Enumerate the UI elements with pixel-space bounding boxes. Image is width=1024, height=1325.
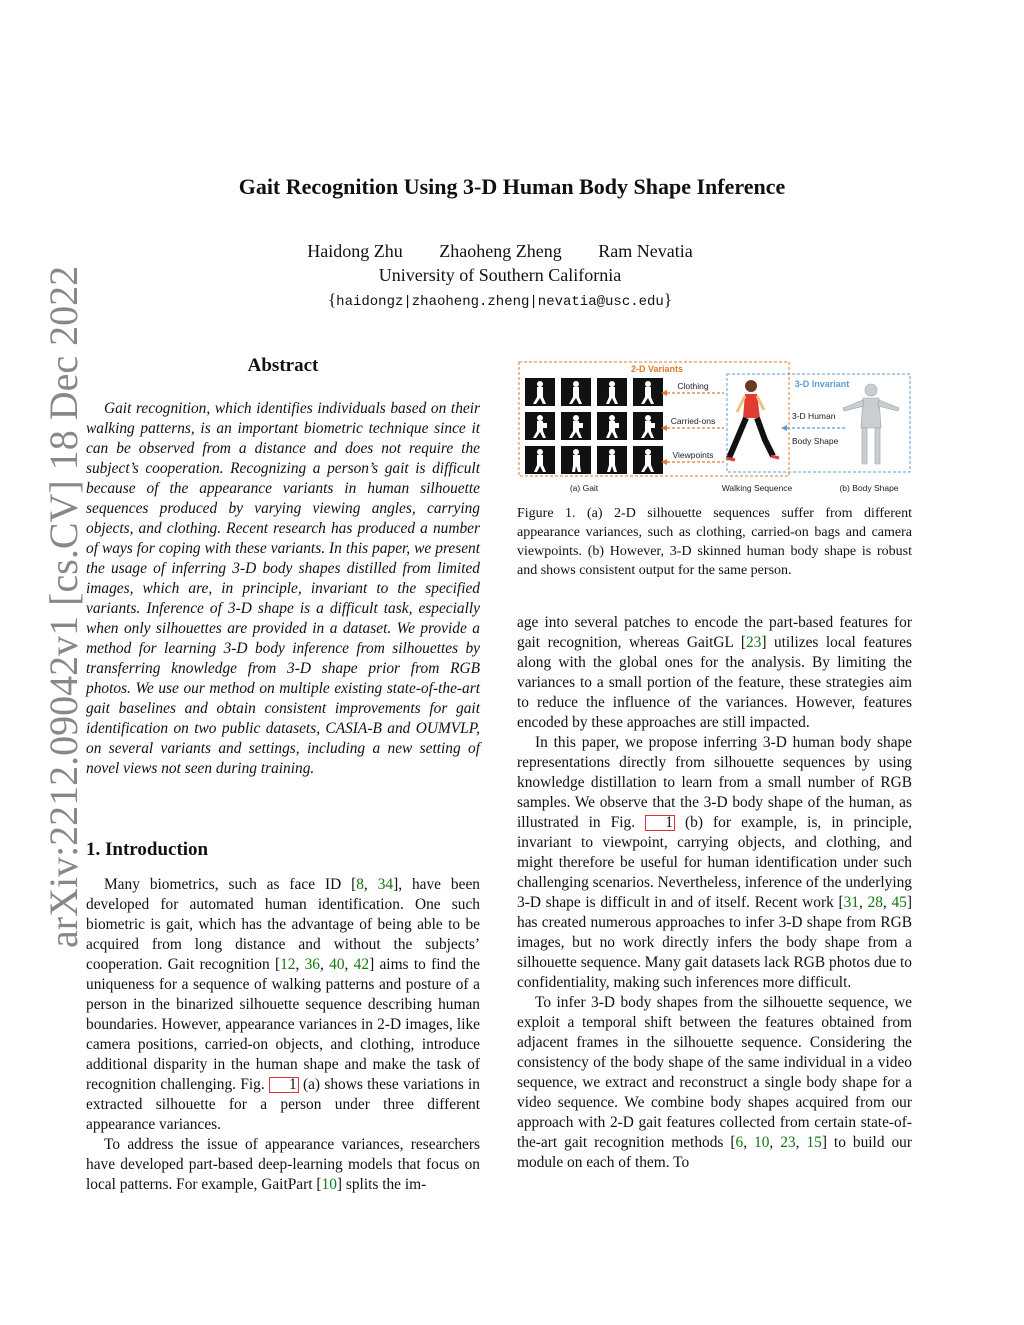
- affiliation: University of Southern California: [378, 265, 622, 285]
- paper-title: Gait Recognition Using 3-D Human Body Shape Inference: [238, 174, 786, 199]
- right-column-body: [517, 613, 912, 1173]
- author-2: Zhaoheng Zheng: [439, 241, 562, 261]
- citation-link[interactable]: 8: [356, 876, 364, 893]
- email-addresses: haidongz|zhaoheng.zheng|nevatia@usc.edu: [336, 294, 664, 310]
- email-brace-open: {: [328, 290, 337, 309]
- intro-paragraph-2: To address the issue of appearance variances, researchers have developed part-based deep-learning models that focus on local patterns. For example, GaitPart [10] splits the im-: [86, 1136, 480, 1193]
- figure-ref-link[interactable]: 1: [269, 1077, 299, 1093]
- citation-link[interactable]: 10: [321, 1176, 337, 1193]
- email-line: [0, 290, 1000, 310]
- figure-caption: Figure 1. (a) 2-D silhouette sequences suffer from different appearance variances, such as clothing, carried-on bags and camera viewpoints. (b) However, 3-D skinned human body shape is robust and shows consistent output for the same person.: [517, 506, 912, 578]
- citation-link[interactable]: 15: [806, 1134, 822, 1151]
- label-walking-sequence: Walking Sequence: [721, 483, 793, 493]
- intro-paragraph-1: Many biometrics, such as face ID [8, 34], have been developed for automated human identification. One such biometric is gait, which has the advantage of being able to be acquired from long distance and without the subjects’ cooperation. Gait recognition [12, 36, 40, 42] aims to find the uniqueness for a sequence of walking patterns and posture of a person in the binarized silhouette sequence describing human boundaries. However, appearance variances in 2-D images, like camera positions, carried-on objects, and clothing, introduce additional disparity in the human shape and make the task of recognition challenging. Fig. 1 (a) shows these variations in extracted silhouette for a person under three different appearance variances.: [86, 876, 480, 1133]
- walking-person: [726, 380, 779, 460]
- author-1: Haidong Zhu: [307, 241, 403, 261]
- citation-link[interactable]: 36: [304, 956, 320, 973]
- label-carried-ons: Carried-ons: [670, 416, 716, 426]
- citation-link[interactable]: 42: [353, 956, 370, 973]
- citation-link[interactable]: 28: [867, 894, 883, 911]
- author-list: [0, 241, 1000, 262]
- citation-link[interactable]: 45: [891, 894, 907, 911]
- label-body-shape-b: (b) Body Shape: [839, 483, 899, 493]
- right-paragraph-2: In this paper, we propose inferring 3-D human body shape representations directly from silhouette sequences by using knowledge distillation to learn from a small number of RGB samples. We observe that the 3-D body shape of the human, as illustrated in Fig. 1 (b) for example, is, in principle, invariant to viewpoint, carrying objects, and clothing, and might therefore be useful for human identification under such challenging scenarios. Nevertheless, inference of the underlying 3-D shape is difficult in and of itself. Recent work [31, 28, 45] has created numerous approaches to infer 3-D shape from RGB images, but no work directly infers the body shape from a silhouette sequence. Many gait datasets lack RGB photos due to confidentiality, making such inferences more difficult.: [517, 734, 912, 991]
- citation-link[interactable]: 23: [745, 634, 762, 651]
- abstract-heading: Abstract: [247, 355, 319, 376]
- body-shape-model: [843, 384, 899, 464]
- citation-link[interactable]: 31: [843, 894, 859, 911]
- abstract-text: Gait recognition, which identifies individuals based on their walking patterns, is an important biometric technique since it can be observed from a distance and does not require the subject’s cooperation. Recognizing a person’s gait is difficult because of the appearance variants in human silhouette sequences produced by varying viewing angles, carrying objects, and clothing. Recent research has produced a number of ways for coping with these variants. In this paper, we present the usage of inferring 3-D body shapes distilled from limited images, which are, in principle, invariant to the specified variants. Inference of 3-D shape is a difficult task, especially when only silhouettes are provided in a dataset. We provide a method for learning 3-D body inference from silhouettes by transferring knowledge from 3-D shape prior from RGB photos. We use our method on multiple existing state-of-the-art gait baselines and obtain consistent improvements for gait identification on two public datasets, CASIA-B and OUMVLP, on several variants and settings, including a new setting of novel views not seen during training.: [86, 400, 480, 777]
- citation-link[interactable]: 40: [329, 956, 345, 973]
- right-paragraph-3: To infer 3-D body shapes from the silhouette sequence, we exploit a temporal shift between the features obtained from adjacent frames in the silhouette sequence. Considering the consistency of the body shape of the same individual in a video sequence, we extract and reconstruct a single body shape for a video sequence. We combine body shapes acquired from our approach with 2-D gait features collected from certain state-of-the-art gait recognition methods [6, 10, 23, 15] to build our module on each of them. To: [517, 994, 912, 1171]
- silhouette-grid: [525, 378, 663, 474]
- citation-link[interactable]: 34: [377, 876, 394, 893]
- arxiv-stamp: arXiv:2212.09042v1 [cs.CV] 18 Dec 2022: [41, 265, 86, 948]
- label-viewpoints: Viewpoints: [672, 450, 714, 460]
- author-3: Ram Nevatia: [598, 241, 693, 261]
- citation-link[interactable]: 12: [280, 956, 296, 973]
- email-brace-close: }: [663, 290, 672, 309]
- citation-link[interactable]: 23: [780, 1134, 796, 1151]
- right-paragraph-1: age into several patches to encode the part-based features for gait recognition, whereas GaitGL [23] utilizes local features along with the global ones for the analysis. By limiting the variances to a small portion of the feature, these strategies aim to reduce the influence of the variances. However, features encoded by these approaches are still impacted.: [517, 614, 912, 731]
- citation-link[interactable]: 6: [735, 1134, 744, 1151]
- abstract-body: [86, 399, 480, 779]
- figure-ref-link[interactable]: 1: [645, 815, 675, 831]
- intro-body: [86, 875, 480, 1195]
- intro-heading: 1. Introduction: [86, 839, 209, 860]
- citation-link[interactable]: 10: [754, 1134, 770, 1151]
- label-3d-human: 3-D Human: [792, 411, 836, 421]
- label-gait: (a) Gait: [569, 483, 599, 493]
- label-2d-variants: 2-D Variants: [630, 364, 684, 374]
- label-body-shape: Body Shape: [792, 436, 839, 446]
- label-clothing: Clothing: [677, 381, 709, 391]
- figure-1: [517, 360, 912, 496]
- label-3d-invariant: 3-D Invariant: [794, 379, 850, 389]
